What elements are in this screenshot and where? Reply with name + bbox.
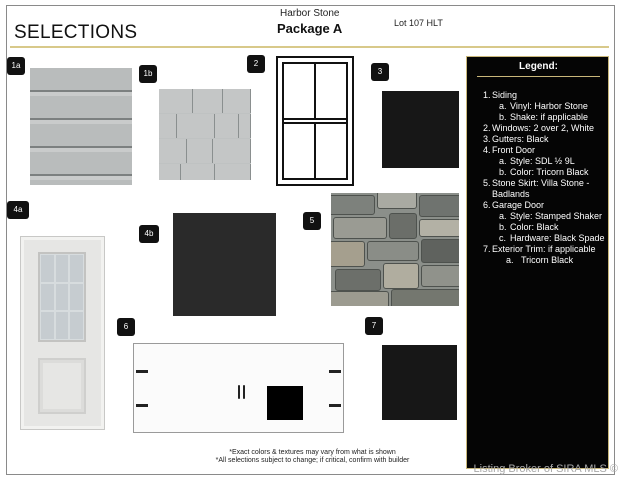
garage-hinge: [329, 370, 341, 373]
legend-item: 2. Windows: 2 over 2, White: [483, 123, 595, 133]
door-color-swatch: [173, 213, 276, 316]
legend-item: 4. Front Door: [483, 145, 536, 155]
tag-2: 2: [247, 55, 265, 73]
garage-handle: [237, 385, 247, 399]
garage-hinge: [136, 404, 148, 407]
legend-panel: [466, 56, 609, 469]
legend-item: 1. Siding: [483, 90, 518, 100]
legend-item: 3. Gutters: Black: [483, 134, 549, 144]
tag-6: 6: [117, 318, 135, 336]
legend-subitem: a. Style: Stamped Shaker: [499, 211, 603, 221]
garage-hinge: [136, 370, 148, 373]
disclaimer-changes: *All selections subject to change; if critical, confirm with builder: [215, 457, 410, 464]
tag-3: 3: [371, 63, 389, 81]
shake-siding-swatch: [159, 89, 251, 180]
tag-4a: 4a: [7, 201, 29, 219]
garage-door-swatch: [133, 343, 344, 433]
legend-subitem: a. Vinyl: Harbor Stone: [499, 101, 588, 111]
legend-title: Legend:: [477, 61, 600, 77]
trim-color-swatch: [382, 345, 457, 420]
door-glass-lites: [38, 252, 86, 342]
legend-item: 6. Garage Door: [483, 200, 545, 210]
window-swatch: [276, 56, 354, 186]
legend-subitem: a. Tricorn Black: [506, 255, 574, 265]
legend-item: 7. Exterior Trim: if applicable: [483, 244, 596, 254]
tag-7: 7: [365, 317, 383, 335]
door-panel: [38, 358, 86, 414]
legend-subitem: b. Color: Black: [499, 222, 559, 232]
legend-item: 5. Stone Skirt: Villa Stone - Badlands: [483, 178, 590, 199]
header-divider: [10, 46, 609, 48]
legend-subitem: c. Hardware: Black Spade: [499, 233, 605, 243]
legend-subitem: a. Style: SDL ½ 9L: [499, 156, 575, 166]
garage-hinge: [329, 404, 341, 407]
stone-skirt-swatch: [331, 193, 459, 306]
legend-subitem: b. Color: Tricorn Black: [499, 167, 589, 177]
legend-list: [477, 90, 607, 266]
tag-4b: 4b: [139, 225, 159, 243]
garage-color-sample: [267, 386, 303, 420]
page-title: SELECTIONS: [14, 22, 138, 43]
lot-label: Lot 107 HLT: [394, 18, 443, 28]
gutter-color-swatch: [382, 91, 459, 168]
mls-watermark: Listing Broker of SIRA MLS ©: [473, 463, 618, 475]
legend-subitem: b. Shake: if applicable: [499, 112, 589, 122]
package-name: Package A: [277, 21, 343, 36]
tag-5: 5: [303, 212, 321, 230]
tag-1a: 1a: [7, 57, 25, 75]
tag-1b: 1b: [139, 65, 157, 83]
brand-name: Harbor Stone: [280, 8, 340, 19]
front-door-swatch: [20, 236, 105, 430]
disclaimer-colors: *Exact colors & textures may vary from what is shown: [229, 449, 396, 456]
siding-vinyl-swatch: [30, 68, 132, 185]
